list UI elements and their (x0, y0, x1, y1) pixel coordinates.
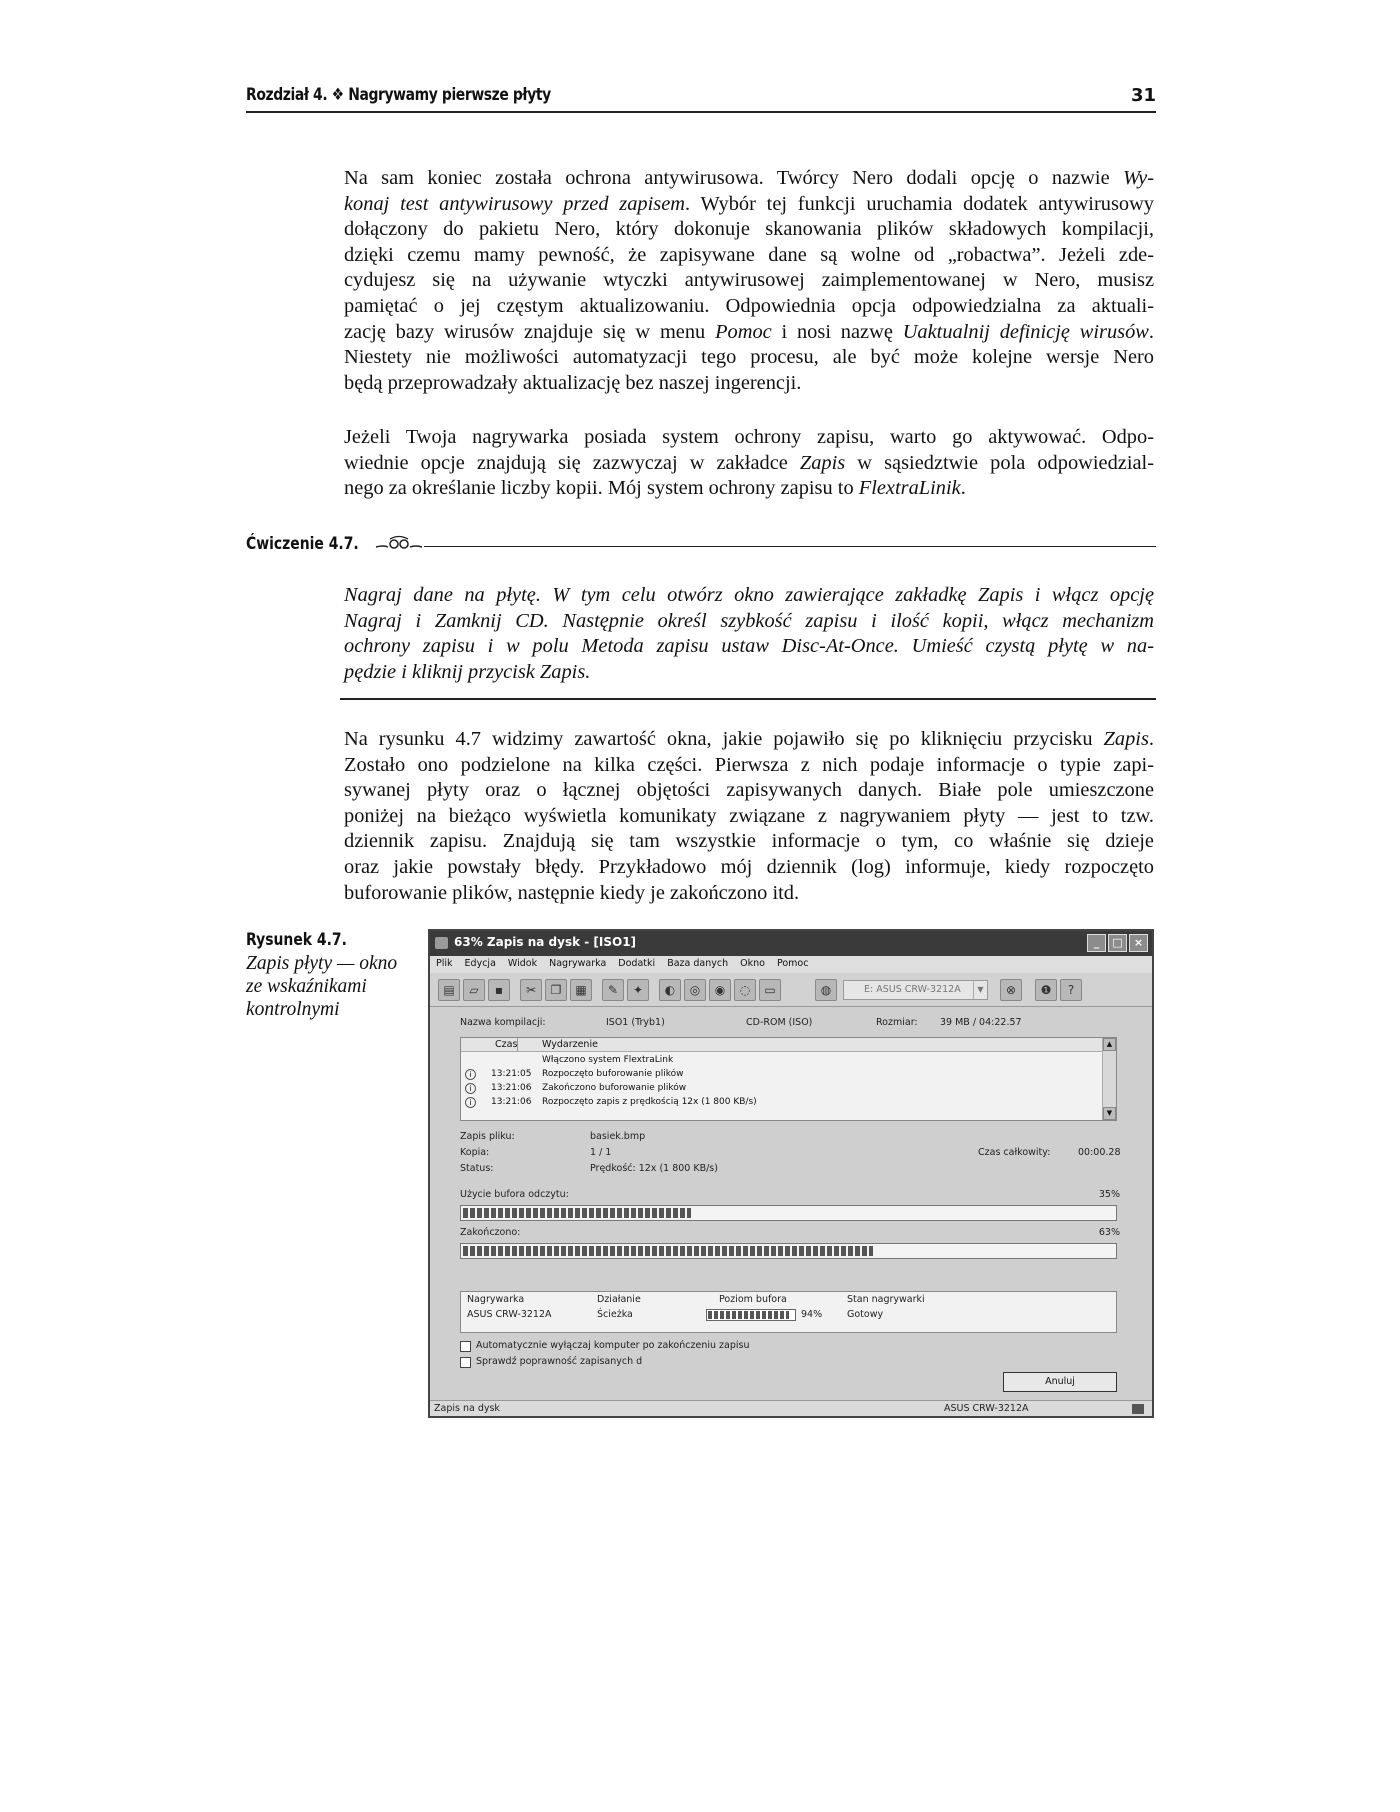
chapter-title: Rozdział 4. ❖ Nagrywamy pierwsze płyty (246, 85, 551, 105)
paragraph-write-protection (344, 425, 1154, 502)
text-line: dziennik zapisu. Znajdują się tam wszystkie informacje o tym, co właśnie się dzieje (344, 830, 1154, 853)
figure-number: Rysunek 4.7. (246, 930, 347, 950)
device-recorder: ASUS CRW-3212A (467, 1309, 552, 1320)
compilation-name-value: ISO1 (Tryb1) (606, 1017, 665, 1028)
progress-percent: 63% (1098, 1227, 1120, 1238)
wizard-icon[interactable]: ✦ (627, 979, 649, 1001)
text-line: buforowanie plików, następnie kiedy je zakończono itd. (344, 881, 800, 904)
text-line: wiednie opcje znajdują się zazwyczaj w zakładce Zapis w sąsiedztwie pola odpowiedzial- (344, 451, 1154, 474)
buffer-bar-fill (463, 1208, 691, 1218)
maximize-button[interactable]: □ (1108, 934, 1127, 952)
log-time: 13:21:05 (491, 1069, 532, 1079)
whats-this-icon[interactable]: ? (1060, 979, 1082, 1001)
figure-caption-line: Zapis płyty — okno (246, 953, 398, 974)
status-bar (430, 1400, 1152, 1416)
menu-baza-danych[interactable]: Baza danych (667, 958, 729, 969)
text-line: Nagraj i Zamknij CD. Następnie określ szybkość zapisu i ilość kopii, włącz mechanizm (344, 609, 1154, 632)
app-icon (435, 937, 448, 949)
text-line: nego za określanie liczby kopii. Mój system ochrony zapisu to FlextraLinik. (344, 477, 966, 500)
device-state: Gotowy (847, 1309, 884, 1320)
page-number: 31 (1130, 85, 1156, 106)
text-line: poniżej na bieżąco wyświetla komunikaty związane z nagrywaniem płyty — jest to tzw. (344, 804, 1154, 827)
log-time: 13:21:06 (491, 1097, 532, 1107)
text-line: pamiętać o jej częstym aktualizowaniu. Odpowiednia opcja odpowiedzialna za aktuali- (344, 294, 1154, 317)
auto-shutdown-checkbox[interactable] (460, 1341, 471, 1352)
drive-select-value: E: ASUS CRW-3212A (864, 984, 961, 995)
text-line: pędzie i kliknij przycisk Zapis. (344, 660, 591, 683)
log-column-event[interactable]: Wydarzenie (542, 1039, 598, 1050)
text-line: Niestety nie możliwości automatyzacji tego procesu, ale być może kolejne wersje Nero (344, 346, 1154, 369)
log-event: Zakończono buforowanie plików (542, 1083, 687, 1093)
log-column-time[interactable]: Czas (495, 1039, 518, 1050)
paragraph-antivirus (344, 166, 1154, 396)
size-label: Rozmiar: (876, 1017, 918, 1028)
erase-icon[interactable]: ◌ (734, 979, 756, 1001)
info-icon: i (465, 1097, 476, 1108)
total-time-value: 00:00.28 (1078, 1147, 1121, 1158)
text-line: będą przeprowadzały aktualizację bez naszej ingerencji. (344, 371, 802, 394)
copy-value: 1 / 1 (590, 1147, 612, 1158)
burn-window (428, 929, 1154, 1418)
log-event: Rozpoczęto buforowanie plików (542, 1069, 684, 1079)
menu-bar (430, 956, 1152, 973)
status-bar-text: Zapis na dysk (434, 1403, 500, 1414)
paste-icon[interactable]: ▦ (570, 979, 592, 1001)
cancel-button[interactable]: Anuluj (1003, 1372, 1117, 1392)
status-bar-drive: ASUS CRW-3212A (944, 1403, 1029, 1414)
text-line: Zostało ono podzielone na kilka części. Pierwsza z nich podaje informacje o typie zapi- (344, 753, 1154, 776)
window-titlebar (430, 931, 1152, 956)
menu-edycja[interactable]: Edycja (464, 958, 496, 969)
buffer-percent: 35% (1098, 1189, 1120, 1200)
device-buffer-fill (708, 1311, 789, 1319)
file-value: basiek.bmp (590, 1131, 646, 1142)
copy-label: Kopia: (460, 1147, 490, 1158)
text-line: dzięki czemu mamy pewność, że zapisywane dane są wolne od „robactwa”. Jeżeli zde- (344, 243, 1154, 266)
device-panel (460, 1291, 1117, 1333)
menu-widok[interactable]: Widok (507, 958, 538, 969)
properties-icon[interactable]: ✎ (602, 979, 624, 1001)
device-column-recorder[interactable]: Nagrywarka (467, 1294, 525, 1305)
device-column-state[interactable]: Stan nagrywarki (847, 1294, 925, 1305)
figure-caption (246, 930, 416, 1021)
device-column-action[interactable]: Działanie (597, 1294, 641, 1305)
drive-status-icon (1132, 1404, 1144, 1414)
text-line: Nagraj dane na płytę. W tym celu otwórz okno zawierające zakładkę Zapis i włącz opcję (344, 584, 1154, 606)
buffer-bar (460, 1205, 1117, 1221)
copy-disc-icon[interactable]: ◉ (709, 979, 731, 1001)
buffer-label: Użycie bufora odczytu: (460, 1189, 569, 1200)
text-line: sywanej płyty oraz o łącznej objętości zapisywanych danych. Białe pole umieszczone (344, 779, 1154, 802)
menu-plik[interactable]: Plik (436, 958, 453, 969)
progress-bar-fill (463, 1246, 873, 1256)
minimize-button[interactable]: _ (1087, 934, 1106, 952)
file-label: Zapis pliku: (460, 1131, 515, 1142)
status-label: Status: (460, 1163, 494, 1174)
log-row (461, 1097, 1116, 1110)
device-action: Ścieżka (597, 1309, 633, 1320)
text-line: zację bazy wirusów znajduje się w menu Pomoc i nosi nazwę Uaktualnij definicję wirusów. (344, 320, 1154, 343)
text-line: oraz jakie powstały błędy. Przykładowo mój dziennik (log) informuje, kiedy rozpoczęto (344, 855, 1154, 878)
disc-icon[interactable]: ◎ (684, 979, 706, 1001)
exercise-body (344, 583, 1154, 685)
text-line: dołączony do pakietu Nero, który dokonuje skanowania plików składowych kompilacji, (344, 218, 1154, 241)
text-line: cydujesz się na używanie wtyczki antywirusowej zaimplementowanej w Nero, musisz (344, 269, 1154, 292)
figure-caption-line: ze wskaźnikami (246, 976, 367, 997)
device-column-buffer[interactable]: Poziom bufora (719, 1294, 787, 1305)
auto-shutdown-label: Automatycznie wyłączaj komputer po zakończeniu zapisu (476, 1340, 750, 1351)
window-title: 63% Zapis na dysk - [ISO1] (454, 935, 637, 949)
open-icon[interactable]: ▱ (463, 979, 485, 1001)
new-icon[interactable]: ▤ (438, 979, 460, 1001)
compilation-name-label: Nazwa kompilacji: (460, 1017, 546, 1028)
exercise-bottom-rule (340, 698, 1156, 700)
log-row (461, 1083, 1116, 1096)
ornament-icon (374, 534, 424, 552)
toolbar (430, 973, 1152, 1007)
text-line: ochrony zapisu i w polu Metoda zapisu ustaw Disc-At-Once. Umieść czystą płytę w na- (344, 635, 1154, 658)
size-value: 39 MB / 04:22.57 (940, 1017, 1022, 1028)
scroll-up-icon[interactable]: ▲ (1103, 1038, 1116, 1051)
figure-caption-line: kontrolnymi (246, 999, 340, 1020)
log-time: 13:21:06 (491, 1083, 532, 1093)
chevron-down-icon[interactable]: ▼ (973, 981, 987, 999)
exercise-rule (374, 546, 1156, 547)
compilation-type-value: CD-ROM (ISO) (746, 1017, 813, 1028)
progress-bar (460, 1243, 1117, 1259)
menu-pomoc[interactable]: Pomoc (776, 958, 809, 969)
text-line: konaj test antywirusowy przed zapisem. Wybór tej funkcji uruchamia dodatek antywirusowy (344, 192, 1155, 215)
drive-icon[interactable]: ◍ (815, 979, 837, 1001)
exercise-label: Ćwiczenie 4.7. (246, 534, 359, 554)
status-value: Prędkość: 12x (1 800 KB/s) (590, 1163, 718, 1174)
cut-icon[interactable]: ✂ (520, 979, 542, 1001)
log-header (461, 1038, 1116, 1052)
folder-icon[interactable]: ▭ (759, 979, 781, 1001)
text-line: Na sam koniec została ochrona antywirusowa. Twórcy Nero dodali opcję o nazwie Wy- (344, 167, 1154, 189)
menu-nagrywarka[interactable]: Nagrywarka (549, 958, 607, 969)
log-event: Włączono system FlextraLink (542, 1055, 674, 1065)
total-time-label: Czas całkowity: (978, 1147, 1051, 1158)
disc-info-icon[interactable]: ⊗ (1000, 979, 1022, 1001)
copy-icon[interactable]: ❐ (545, 979, 567, 1001)
exercise-header (246, 533, 1156, 557)
log-event: Rozpoczęto zapis z prędkością 12x (1 800 KB/s) (542, 1097, 757, 1107)
info-icon: i (465, 1069, 476, 1080)
text-line: Jeżeli Twoja nagrywarka posiada system ochrony zapisu, warto go aktywować. Odpo- (344, 426, 1154, 448)
save-icon[interactable]: ▪ (488, 979, 510, 1001)
verify-label: Sprawdź poprawność zapisanych d (476, 1356, 643, 1367)
help-icon[interactable]: ❶ (1035, 979, 1057, 1001)
burn-icon[interactable]: ◐ (659, 979, 681, 1001)
info-icon: i (465, 1083, 476, 1094)
progress-label: Zakończono: (460, 1227, 521, 1238)
text-line: Na rysunku 4.7 widzimy zawartość okna, jakie pojawiło się po kliknięciu przycisku Zapis. (344, 728, 1154, 750)
log-row (461, 1055, 1116, 1068)
close-button[interactable]: × (1129, 934, 1148, 952)
paragraph-figure-description (344, 727, 1154, 906)
drive-select[interactable] (843, 980, 988, 1000)
device-buffer-bar (706, 1309, 796, 1321)
log-scrollbar[interactable] (1102, 1038, 1116, 1120)
device-buffer-percent: 94% (801, 1309, 823, 1320)
verify-checkbox[interactable] (460, 1357, 471, 1368)
running-header (246, 83, 1156, 113)
scroll-down-icon[interactable]: ▼ (1103, 1107, 1116, 1120)
menu-okno[interactable]: Okno (740, 958, 765, 969)
log-row (461, 1069, 1116, 1082)
menu-dodatki[interactable]: Dodatki (618, 958, 656, 969)
log-panel[interactable] (460, 1037, 1117, 1121)
